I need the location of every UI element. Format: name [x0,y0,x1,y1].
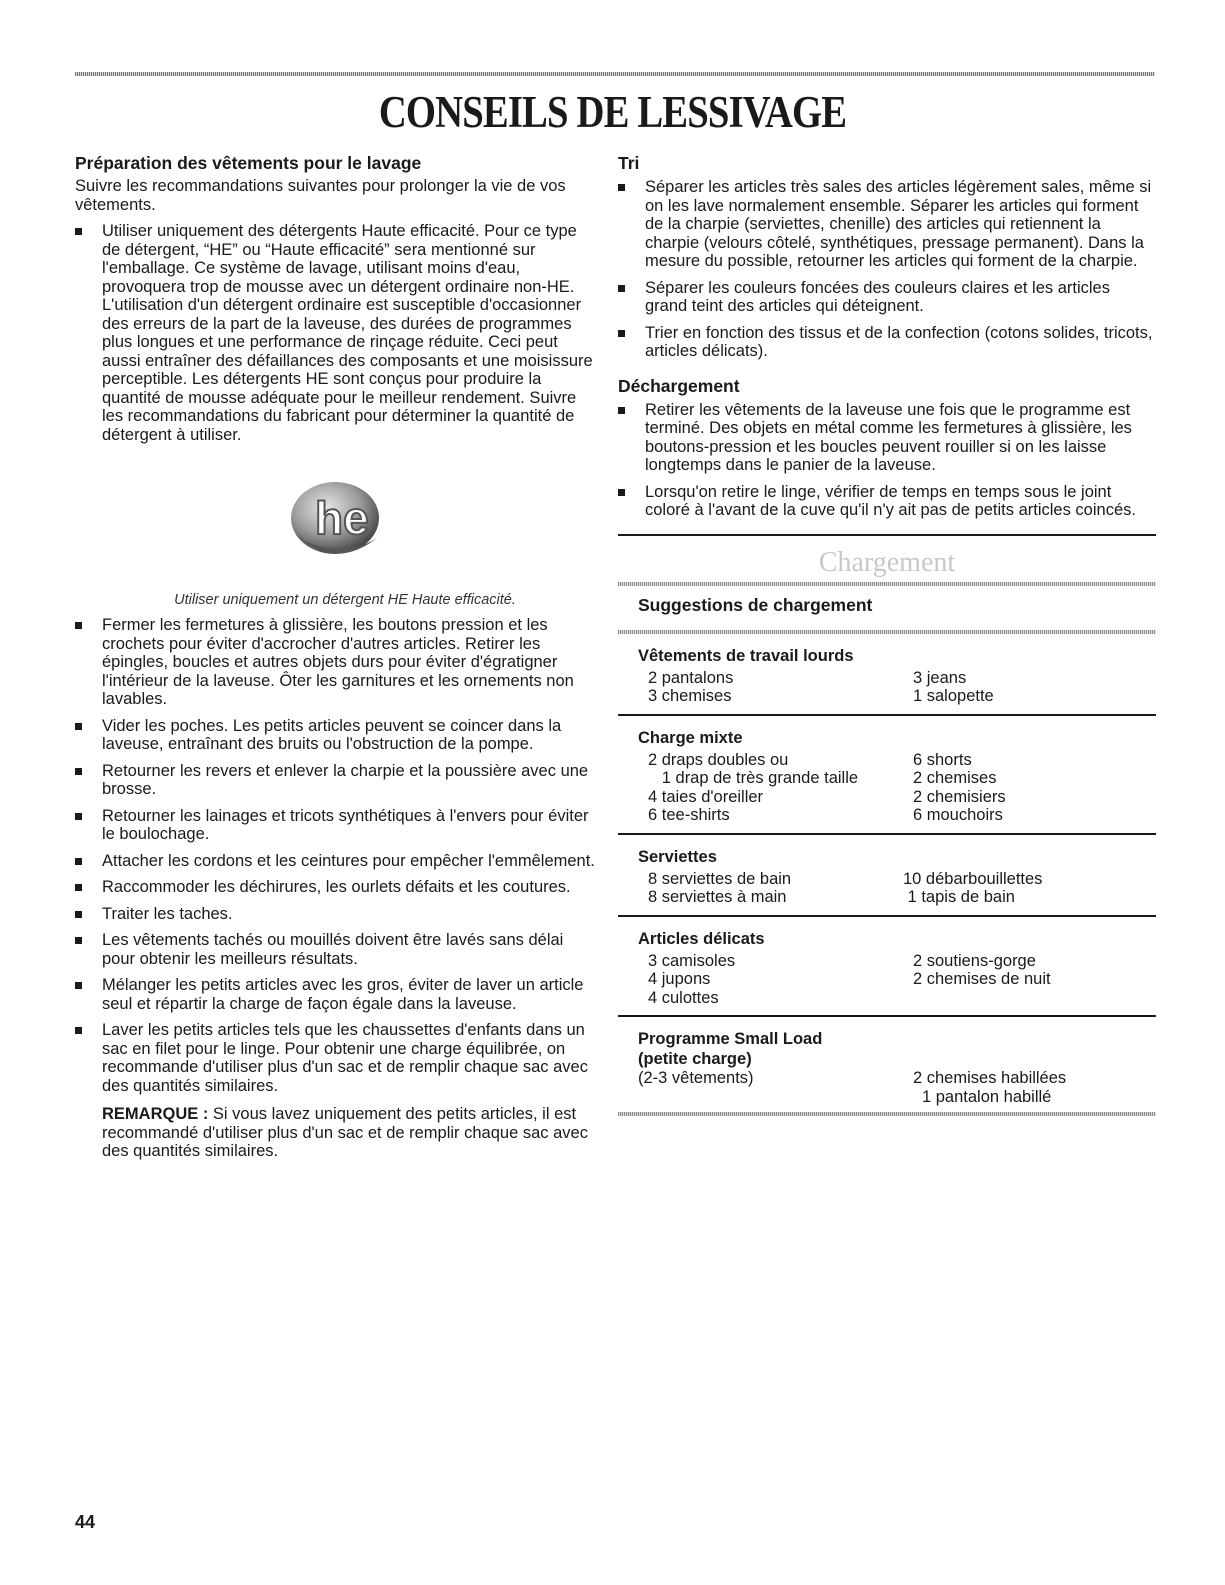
list-item: Traiter les taches. [75,905,595,924]
top-dotted-rule [75,72,1155,76]
list-item: Lorsqu'on retire le linge, vérifier de temps en temps sous le joint coloré à l'avant de la cuve qu'il n'y ait pas de petits articles coincés. [618,483,1156,520]
bullet-icon [75,1027,82,1034]
list-item: 1 salopette [913,687,994,705]
preparation-bullets [75,616,595,1161]
bullet-icon [75,911,82,918]
list-item: Les vêtements tachés ou mouillés doivent être lavés sans délai pour obtenir les meilleurs résultats. [75,931,595,968]
bullet-icon [618,407,625,414]
bullet-icon [75,622,82,629]
bullet-icon [75,858,82,865]
note-paragraph [102,1105,595,1161]
dechargement-bullets [618,401,1156,520]
list-item: 2 soutiens-gorge [913,951,1036,970]
list-item: 8 serviettes de bain [648,869,792,888]
load-group-delicates [618,929,1156,1008]
list-item: Utiliser uniquement des détergents Haute efficacité. Pour ce type de détergent, “HE” ou “Haute efficacité” sera mentionné sur l'emballage. Ce système de lavage, utilisant moins d'eau, provoquera trop de mousse avec un détergent ordinaire non-HE. L'utilisation d'un détergent ordinaire est susceptible d'occasionner des erreurs de la part de la laveuse, des durées de programmes plus longues et une performance de rinçage réduite. Ceci peut aussi entraîner des défaillances des composants et une moisissure perceptible. Les détergents HE sont conçus pour produire la quantité de mousse adéquate pour le meilleur rendement. Suivre les recommandations du fabricant pour déterminer la quantité de détergent à utiliser. [75,222,595,444]
list-item: 1 pantalon habillé [922,1087,1052,1106]
bullet-icon [618,489,625,496]
list-item: 6 shorts [913,750,972,769]
list-item: 2 chemisiers [913,787,1006,806]
list-item: Retourner les revers et enlever la charpie et la poussière avec une brosse. [75,762,595,799]
page-number: 44 [75,1512,96,1532]
list-item: 3 jeans [913,668,967,687]
load-group-items [638,751,1156,825]
list-item: 3 chemises [648,687,732,705]
list-item: 4 culottes [648,988,719,1007]
bullet-icon [75,723,82,730]
list-item: 6 tee-shirts [648,806,730,824]
bullet-icon [75,768,82,775]
tri-heading: Tri [618,153,640,173]
list-item: Attacher les cordons et les ceintures pour empêcher l'emmêlement. [75,852,595,871]
list-item: 4 jupons [648,970,711,988]
suggestions-heading: Suggestions de chargement [638,594,873,615]
group-divider [618,714,1156,716]
load-group-title: Articles délicats [638,929,765,948]
list-item: 2 chemises [913,769,997,787]
load-group-subtitle: (petite charge) [638,1050,752,1068]
group-divider [618,915,1156,917]
list-item: 2 pantalons [648,668,734,687]
section-divider [618,534,1156,536]
list-item: 2 draps doubles ou [648,750,789,769]
load-group-items [638,952,1156,1008]
load-group-small-load [618,1029,1156,1106]
list-item: Séparer les couleurs foncées des couleurs claires et les articles grand teint des articles qui déteignent. [618,279,1156,316]
svg-text:he: he [315,492,369,544]
note-text: Si vous lavez uniquement des petits articles, il est recommandé d'utiliser plus d'un sac et de remplir chaque sac avec des quantités similaires. [102,1105,588,1160]
load-group-title: Charge mixte [638,728,743,747]
bullet-icon [75,937,82,944]
load-group-items [638,669,1156,706]
load-group-title: Programme Small Load [638,1030,823,1048]
list-item: 3 camisoles [648,951,736,970]
page-title: CONSEILS DE LESSIVAGE [378,87,847,137]
list-item: 1 tapis de bain [903,888,1015,906]
he-logo-block [75,476,595,586]
bullet-icon [75,813,82,820]
list-item: Retourner les lainages et tricots synthétiques à l'envers pour éviter le boulochage. [75,807,595,844]
he-bullet-list [75,222,595,444]
list-item: Laver les petits articles tels que les chaussettes d'enfants dans un sac en filet pour le linge. Pour obtenir une charge équilibrée, on recommande d'utiliser plus d'un sac et de remplir chaque sac avec des quantités similaires. REMARQUE : Si vous lavez uniquement des petits articles, il est recommandé d'utiliser plus d'un sac et de remplir chaque sac avec des quantités similaires. [75,1021,595,1161]
list-item: 2 chemises de nuit [913,970,1051,988]
load-group-towels [618,847,1156,907]
group-divider [618,833,1156,835]
bullet-icon [618,330,625,337]
bullet-icon [75,982,82,989]
list-item: Séparer les articles très sales des articles légèrement sales, même si on les lave normalement ensemble. Séparer les articles qui forment de la charpie (serviettes, chenille) des articles qui retiennent la charpie (velours côtelé, synthétiques, pressage permanent). Dans la mesure du possible, retourner les articles qui forment de la charpie. [618,178,1156,271]
list-item: Trier en fonction des tissus et de la confection (cotons solides, tricots, articles délicats). [618,324,1156,361]
preparation-heading: Préparation des vêtements pour le lavage [75,153,422,173]
load-group-title: Serviettes [638,847,717,866]
load-group-title: Vêtements de travail lourds [638,646,854,665]
right-column [618,152,1156,1116]
bullet-icon [618,184,625,191]
group-divider [618,1015,1156,1017]
list-item: (2-3 vêtements) [638,1069,754,1087]
load-group-items [638,870,1156,907]
load-group-mixed [618,728,1156,825]
load-group-items [638,1069,1156,1106]
bullet-icon [75,884,82,891]
dotted-rule [618,630,1156,634]
he-logo-caption: Utiliser uniquement un détergent HE Haute efficacité. [174,592,516,608]
list-item: Vider les poches. Les petits articles peuvent se coincer dans la laveuse, entraînant des bruits ou l'obstruction de la pompe. [75,717,595,754]
tri-bullets [618,178,1156,361]
list-item: 10 débarbouillettes [903,869,1043,888]
list-item: 4 taies d'oreiller [648,787,764,806]
bullet-icon [75,228,82,235]
list-item: 1 drap de très grande taille [648,769,859,787]
dotted-rule [618,1112,1156,1116]
chargement-title: Chargement [818,546,956,578]
list-item: Raccommoder les déchirures, les ourlets défaits et les coutures. [75,878,595,897]
bullet-icon [618,285,625,292]
list-item: 6 mouchoirs [913,806,1003,824]
note-label: REMARQUE : [102,1105,209,1123]
he-logo-icon [285,476,385,566]
list-item: 2 chemises habillées [913,1069,1067,1087]
dotted-rule [618,582,1156,586]
left-column [75,152,595,1161]
list-item: Fermer les fermetures à glissière, les boutons pression et les crochets pour éviter d'accrocher d'autres articles. Retirer les épingles, boucles et autres objets durs pour éviter d'égratigner l'intérieur de la laveuse. Ôter les garnitures et les ornements non lavables. [75,616,595,709]
load-group-heavy-work [618,646,1156,706]
list-item: Retirer les vêtements de la laveuse une fois que le programme est terminé. Des objets en métal comme les fermetures à glissière, les boutons-pression et les boucles peuvent rouiller si on les laisse longtemps dans le panier de la laveuse. [618,401,1156,475]
dechargement-heading: Déchargement [618,375,740,396]
list-item: 8 serviettes à main [648,888,787,906]
preparation-intro: Suivre les recommandations suivantes pour prolonger la vie de vos vêtements. [75,177,566,214]
list-item: Mélanger les petits articles avec les gros, éviter de laver un article seul et répartir la charge de façon égale dans la laveuse. [75,976,595,1013]
